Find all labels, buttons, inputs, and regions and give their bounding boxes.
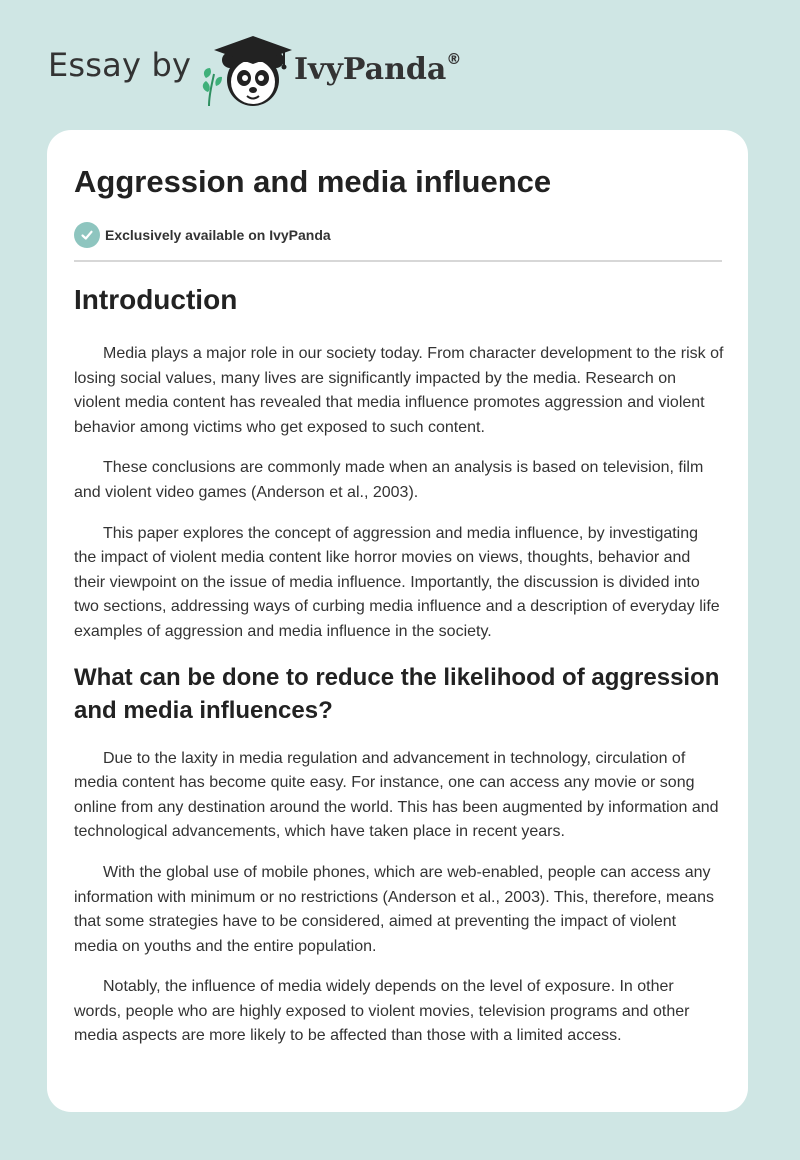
exclusive-badge-label: Exclusively available on IvyPanda <box>105 227 331 243</box>
brand-name[interactable] <box>294 52 461 87</box>
paragraph: Media plays a major role in our society today. From character development to the risk of losing social values, many lives are significantly impacted by the media. Research on violent media content has revealed that media influence promotes aggression and violent behavior among victims who get exposed to such content. <box>74 345 724 436</box>
paragraph: With the global use of mobile phones, which are web-enabled, people can access any information with minimum or no restrictions (Anderson et al., 2003). This, therefore, means that some strategies have to be considered, aimed at preventing the impact of violent media on youths and the entire population. <box>74 863 714 955</box>
exclusive-badge <box>74 222 331 248</box>
paragraph: Notably, the influence of media widely depends on the level of exposure. In other words, people who are highly exposed to violent movies, television programs and other media aspects are more likely to be affected than those with a limited access. <box>74 978 690 1045</box>
essay-card <box>47 130 748 1112</box>
section-heading-reduce: What can be done to reduce the likelihood of aggression and media influences? <box>74 663 720 724</box>
paragraph: This paper explores the concept of aggression and media influence, by investigating the impact of violent media content like horror movies on views, thoughts, behavior and their viewpoint on the issue of media influence. Importantly, the discussion is divided into two sections, addressing ways of curbing media influence and a description of everyday life examples of aggression and media influence in the society. <box>74 524 720 640</box>
essay-body <box>74 282 724 1065</box>
site-header <box>48 30 568 110</box>
page-title: Aggression and media influence <box>74 164 552 199</box>
essay-by-label: Essay by <box>48 46 192 84</box>
title-divider <box>74 260 722 262</box>
section-heading-introduction: Introduction <box>74 284 238 315</box>
panda-graduation-cap-icon[interactable] <box>200 34 292 110</box>
paragraph: Due to the laxity in media regulation and advancement in technology, circulation of media content has become quite easy. For instance, one can access any movie or song online from any destination around the world. This has been augmented by information and technological advancements, which have taken place in recent years. <box>74 749 719 841</box>
registered-mark: ® <box>446 50 462 68</box>
paragraph: These conclusions are commonly made when an analysis is based on television, film and violent video games (Anderson et al., 2003). <box>74 459 704 501</box>
check-circle-icon <box>74 222 100 248</box>
brand-name-text: IvyPanda <box>294 52 447 87</box>
